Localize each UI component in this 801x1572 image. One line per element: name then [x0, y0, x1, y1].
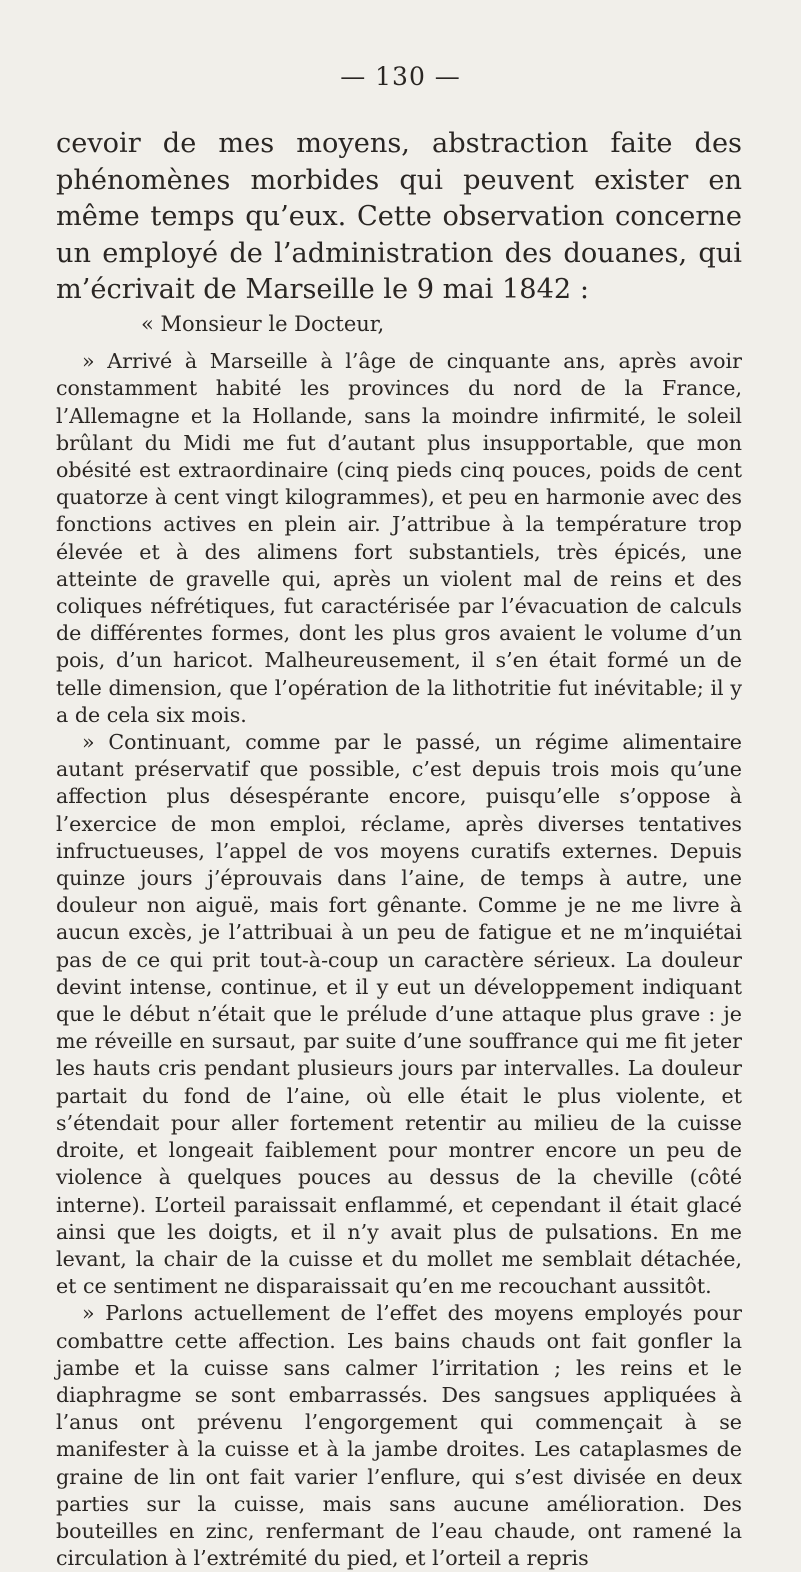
- page-number: — 130 —: [340, 62, 461, 91]
- letter-salutation: « Monsieur le Docteur,: [141, 312, 385, 336]
- letter-paragraph-1: » Arrivé à Marseille à l’âge de cinquante ans, après avoir constamment habité les provinces du nord de la France, l’Allemagne et la Hollande, sans la moindre infirmité, le soleil brûlant du Midi me fut d’autant plus insupportable, que mon obésité est extraordinaire (cinq pieds cinq pouces, poids de cent quatorze à cent vingt kilogrammes), et peu en harmonie avec des fonctions actives en plein air. J’attribue à la température trop élevée et à des alimens fort substantiels, très épicés, une atteinte de gravelle qui, après un violent mal de reins et des coliques néfrétiques, fut caractérisée par l’évacuation de calculs de différentes formes, dont les plus gros avaient le volume d’un pois, d’un haricot. Malheureusement, il s’en était formé un de telle dimension, que l’opération de la lithotritie fut inévitable; il y a de cela six mois.: [56, 349, 742, 727]
- letter-body: [56, 311, 742, 1572]
- letter-paragraph-2: » Continuant, comme par le passé, un régime alimentaire autant préservatif que possible, c’est depuis trois mois qu’une affection plus désespérante encore, puisqu’elle s’oppose à l’exercice de mon emploi, réclame, après diverses tentatives infructueuses, l’appel de vos moyens curatifs externes. Depuis quinze jours j’éprouvais dans l’aine, de temps à autre, une douleur non aiguë, mais fort gênante. Comme je ne me livre à aucun excès, je l’attribuai à un peu de fatigue et ne m’inquiétai pas de ce qui prit tout-à-coup un caractère sérieux. La douleur devint intense, continue, et il y eut un développement indiquant que le début n’était que le prélude d’une attaque plus grave : je me réveille en sursaut, par suite d’une souffrance qui me fit jeter les hauts cris pendant plusieurs jours par intervalles. La douleur partait du fond de l’aine, où elle était le plus violente, et s’étendait pour aller fortement retentir au milieu de la cuisse droite, et longeait faiblement pour montrer encore un peu de violence à quelques pouces au dessus de la cheville (côté interne). L’orteil paraissait enflammé, et cependant il était glacé ainsi que les doigts, et il n’y avait plus de pulsations. En me levant, la chair de la cuisse et du mollet me semblait détachée, et ce sentiment ne disparaissait qu’en me recouchant aussitôt.: [56, 730, 742, 1299]
- intro-paragraph: cevoir de mes moyens, abstraction faite des phénomènes morbides qui peuvent exister en même temps qu’eux. Cette observation concerne un employé de l’administration des douanes, qui m’écrivait de Marseille le 9 mai 1842 :: [56, 128, 742, 305]
- letter-paragraph-3: » Parlons actuellement de l’effet des moyens employés pour combattre cette affection. Les bains chauds ont fait gonfler la jambe et la cuisse sans calmer l’irritation ; les reins et le diaphragme se sont embarrassés. Des sangsues appliquées à l’anus ont prévenu l’engorgement qui commençait à se manifester à la cuisse et à la jambe droites. Les cataplasmes de graine de lin ont fait varier l’enflure, qui s’est divisée en deux parties sur la cuisse, mais sans aucune amélioration. Des bouteilles en zinc, renfermant de l’eau chaude, ont ramené la circulation à l’extrémité du pied, et l’orteil a repris: [56, 1301, 742, 1571]
